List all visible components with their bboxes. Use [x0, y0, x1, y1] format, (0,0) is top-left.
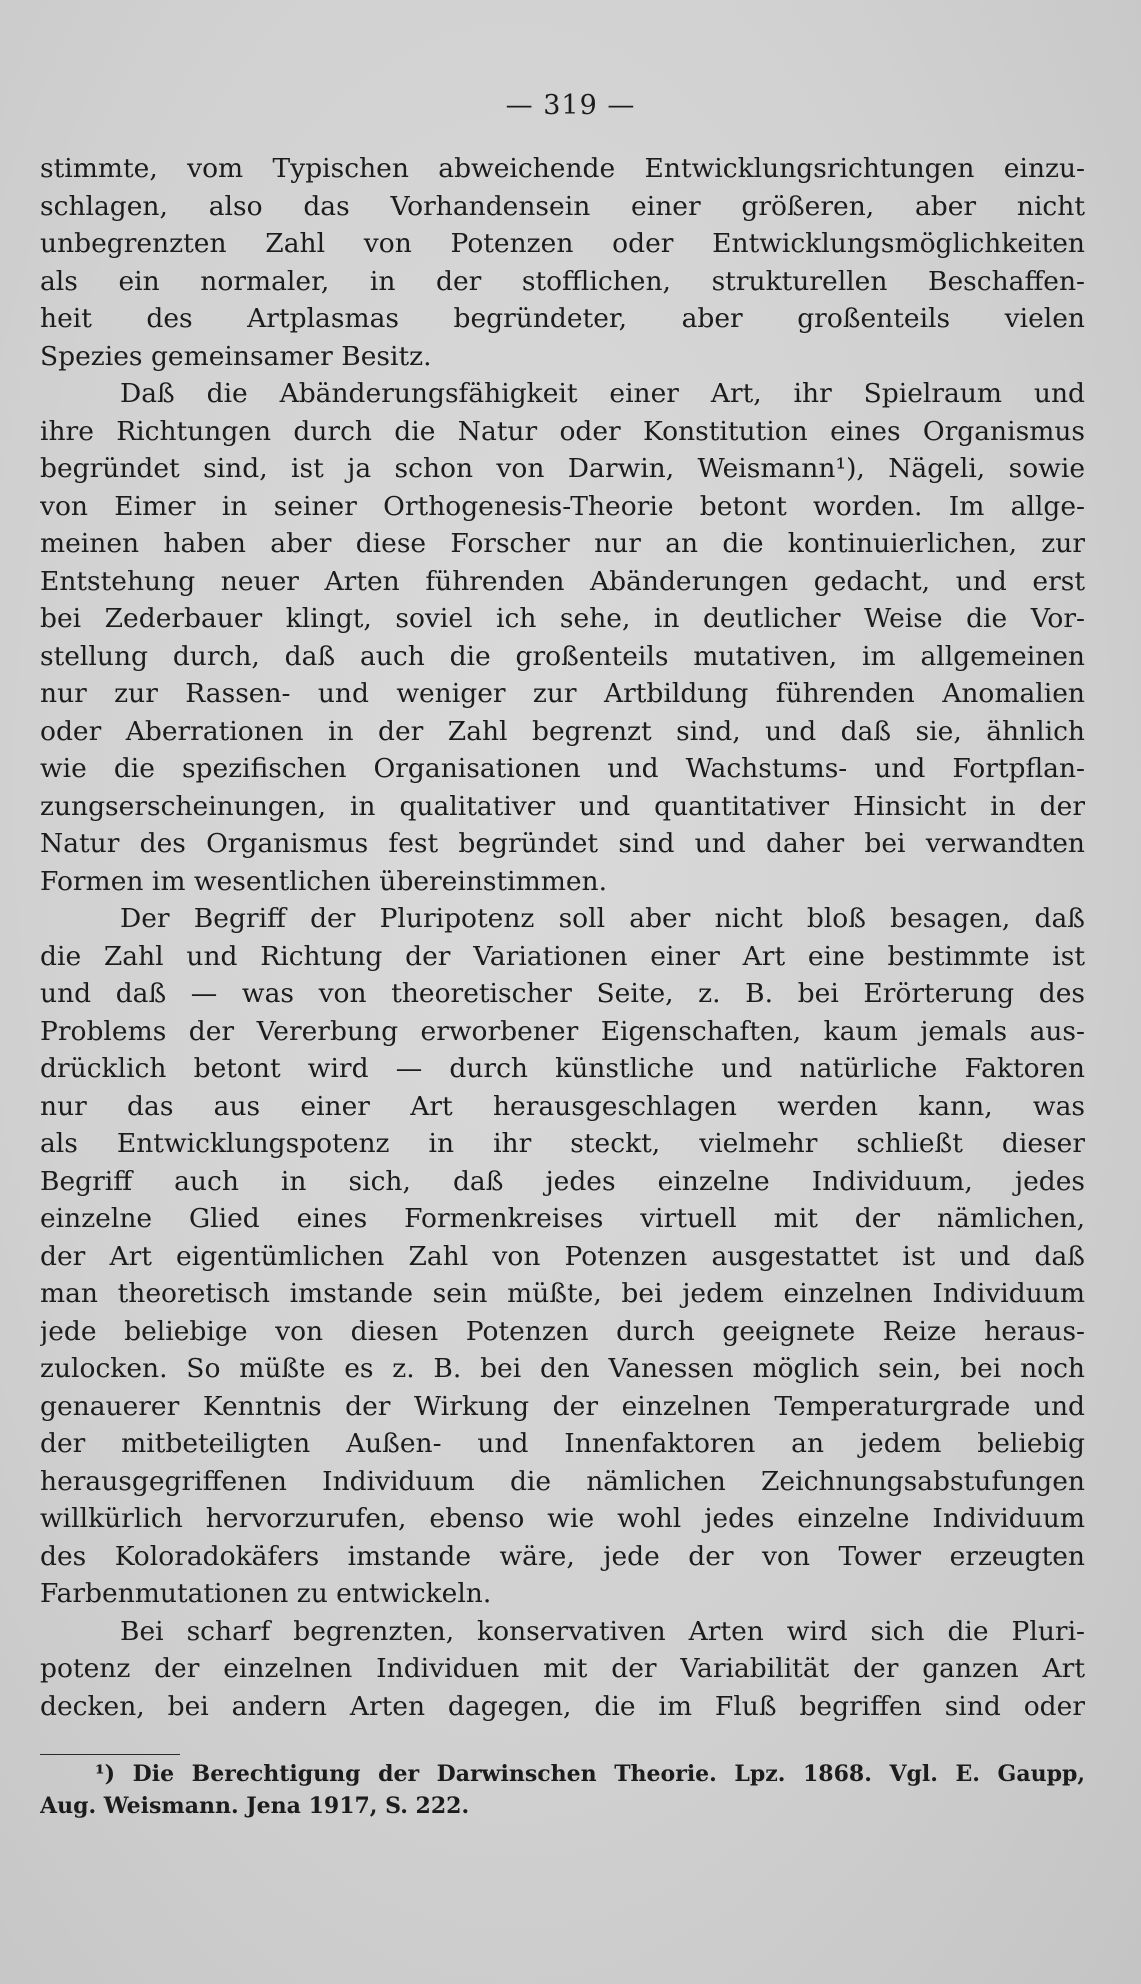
text-line: zungserscheinungen, in qualitativer und quantitativer Hinsicht in der: [40, 790, 1085, 822]
footnote-line: ¹) Die Berechtigung der Darwinschen Theorie. Lpz. 1868. Vgl. E. Gaupp,: [95, 1761, 1085, 1787]
text-line: stimmte, vom Typischen abweichende Entwicklungsrichtungen einzu-: [40, 153, 1085, 184]
text-line: jede beliebige von diesen Potenzen durch geeignete Reize heraus-: [40, 1315, 1085, 1347]
text-line: herausgegriffenen Individuum die nämlichen Zeichnungsabstufungen: [40, 1465, 1085, 1497]
text-line: meinen haben aber diese Forscher nur an die kontinuierlichen, zur: [40, 528, 1085, 559]
footnote-divider: [40, 1754, 180, 1755]
text-line: Der Begriff der Pluripotenz soll aber nicht bloß besagen, daß: [120, 903, 1085, 934]
paragraph-4: [40, 1613, 1085, 1726]
text-line: der Art eigentümlichen Zahl von Potenzen ausgestattet ist und daß: [40, 1240, 1085, 1272]
text-line: die Zahl und Richtung der Variationen einer Art eine bestimmte ist: [40, 940, 1085, 972]
text-line: Bei scharf begrenzten, konservativen Arten wird sich die Pluri-: [120, 1615, 1085, 1647]
text-line: Spezies gemeinsamer Besitz.: [40, 340, 432, 372]
text-line: Problems der Vererbung erworbener Eigenschaften, kaum jemals aus-: [40, 1015, 1085, 1047]
text-line: der mitbeteiligten Außen- und Innenfaktoren an jedem beliebig: [40, 1428, 1085, 1459]
paragraph-2: [40, 375, 1085, 900]
text-line: wie die spezifischen Organisationen und Wachstums- und Fortpflan-: [40, 753, 1085, 784]
text-line: drücklich betont wird — durch künstliche und natürliche Faktoren: [40, 1053, 1085, 1084]
text-line: oder Aberrationen in der Zahl begrenzt sind, und daß sie, ähnlich: [40, 715, 1085, 747]
paragraph-3: [40, 900, 1085, 1613]
text-line: schlagen, also das Vorhandensein einer größeren, aber nicht: [40, 190, 1085, 222]
footnote-line: Aug. Weismann. Jena 1917, S. 222.: [40, 1793, 470, 1819]
text-line: stellung durch, daß auch die großenteils mutativen, im allgemeinen: [40, 640, 1085, 672]
text-line: als ein normaler, in der stofflichen, strukturellen Beschaffen-: [40, 265, 1085, 297]
text-line: zulocken. So müßte es z. B. bei den Vanessen möglich sein, bei noch: [40, 1353, 1085, 1384]
text-line: ihre Richtungen durch die Natur oder Konstitution eines Organismus: [40, 415, 1085, 447]
text-line: genauerer Kenntnis der Wirkung der einzelnen Temperaturgrade und: [40, 1390, 1085, 1422]
text-line: heit des Artplasmas begründeter, aber großenteils vielen: [40, 303, 1085, 334]
text-line: Farbenmutationen zu entwickeln.: [40, 1578, 492, 1609]
text-line: Entstehung neuer Arten führenden Abänderungen gedacht, und erst: [40, 565, 1085, 597]
body-text: [40, 150, 1085, 1725]
footnote: [40, 1758, 1085, 1822]
text-line: decken, bei andern Arten dagegen, die im Fluß begriffen sind oder: [40, 1690, 1085, 1722]
text-line: nur zur Rassen- und weniger zur Artbildung führenden Anomalien: [40, 678, 1085, 709]
text-line: bei Zederbauer klingt, soviel ich sehe, in deutlicher Weise die Vor-: [40, 603, 1085, 634]
text-line: unbegrenzten Zahl von Potenzen oder Entwicklungsmöglichkeiten: [40, 228, 1085, 259]
text-line: Daß die Abänderungsfähigkeit einer Art, ihr Spielraum und: [120, 378, 1085, 409]
text-line: Begriff auch in sich, daß jedes einzelne Individuum, jedes: [40, 1165, 1085, 1197]
text-line: von Eimer in seiner Orthogenesis-Theorie betont worden. Im allge-: [40, 490, 1085, 522]
text-line: potenz der einzelnen Individuen mit der Variabilität der ganzen Art: [40, 1653, 1085, 1684]
text-line: nur das aus einer Art herausgeschlagen werden kann, was: [40, 1090, 1085, 1122]
text-line: und daß — was von theoretischer Seite, z. B. bei Erörterung des: [40, 978, 1085, 1009]
text-line: man theoretisch imstande sein müßte, bei jedem einzelnen Individuum: [40, 1278, 1085, 1309]
text-line: Natur des Organismus fest begründet sind und daher bei verwandten: [40, 828, 1085, 859]
text-line: Formen im wesentlichen übereinstimmen.: [40, 865, 608, 897]
text-line: einzelne Glied eines Formenkreises virtuell mit der nämlichen,: [40, 1203, 1085, 1234]
text-line: als Entwicklungspotenz in ihr steckt, vielmehr schließt dieser: [40, 1128, 1085, 1159]
text-line: begründet sind, ist ja schon von Darwin, Weismann¹), Nägeli, sowie: [40, 453, 1085, 484]
text-line: willkürlich hervorzurufen, ebenso wie wohl jedes einzelne Individuum: [40, 1503, 1085, 1534]
page-number: — 319 —: [505, 90, 636, 121]
text-line: des Koloradokäfers imstande wäre, jede der von Tower erzeugten: [40, 1540, 1085, 1572]
paragraph-1: [40, 150, 1085, 375]
